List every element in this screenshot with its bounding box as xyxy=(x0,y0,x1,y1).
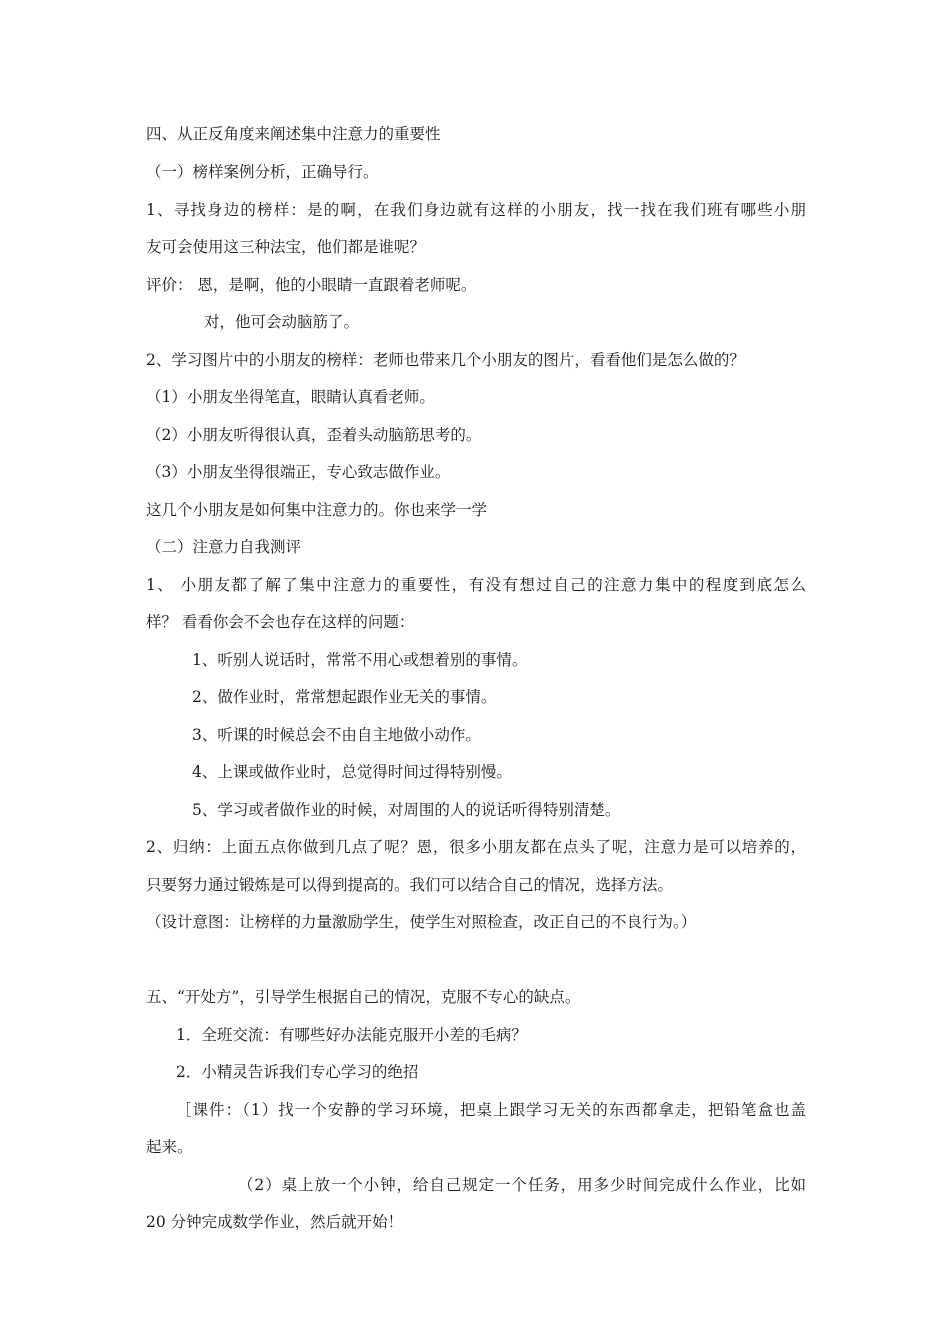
section-5-heading: 五、“开处方”，引导学生根据自己的情况，克服不专心的缺点。 xyxy=(146,988,581,1006)
courseware-line: ［课件：（1）找一个安静的学习环境，把桌上跟学习无关的东西都拿走，把铅笔盒也盖 xyxy=(176,1101,806,1119)
courseware-line: （2）桌上放一个小钟，给自己规定一个任务，用多少时间完成什么作业，比如 xyxy=(238,1176,806,1194)
paragraph-line: 2、学习图片中的小朋友的榜样：老师也带来几个小朋友的图片，看看他们是怎么做的？ xyxy=(146,351,745,369)
list-item: 5、学习或者做作业的时候，对周围的人的说话听得特别清楚。 xyxy=(192,801,621,819)
courseware-line: 起来。 xyxy=(146,1138,193,1156)
list-item: 4、上课或做作业时，总觉得时间过得特别慢。 xyxy=(192,763,512,781)
list-item: 1．全班交流：有哪些好办法能克服开小差的毛病？ xyxy=(176,1026,527,1044)
section-4-heading: 四、从正反角度来阐述集中注意力的重要性 xyxy=(146,125,441,143)
paragraph-line: 这几个小朋友是如何集中注意力的。你也来学一学 xyxy=(146,501,488,519)
evaluation-line: 对，他可会动脑筋了。 xyxy=(204,313,360,331)
design-intent-note: （设计意图：让榜样的力量激励学生，使学生对照检查，改正自己的不良行为。） xyxy=(146,913,697,931)
paragraph-line: 只要努力通过锻炼是可以得到提高的。我们可以结合自己的情况，选择方法。 xyxy=(146,876,674,894)
list-item: 3、听课的时候总会不由自主地做小动作。 xyxy=(192,726,481,744)
list-item: 2、做作业时，常常想起跟作业无关的事情。 xyxy=(192,688,497,706)
evaluation-line: 评价： 恩，是啊，他的小眼睛一直跟着老师呢。 xyxy=(146,276,477,294)
list-item: 2．小精灵告诉我们专心学习的绝招 xyxy=(176,1063,419,1081)
subsection-1-heading: （一）榜样案例分析，正确导行。 xyxy=(146,163,379,181)
paragraph-line: 2、归纳：上面五点你做到几点了呢？恩，很多小朋友都在点头了呢，注意力是可以培养的， xyxy=(146,838,806,856)
paragraph-line: 样？ 看看你会不会也存在这样的问题： xyxy=(146,613,415,631)
paragraph-line: 1、 小朋友都了解了集中注意力的重要性，有没有想过自己的注意力集中的程度到底怎么 xyxy=(146,576,806,594)
list-item: （1）小朋友坐得笔直，眼睛认真看老师。 xyxy=(146,388,435,406)
list-item: （3）小朋友坐得很端正，专心致志做作业。 xyxy=(146,463,451,481)
list-item: （2）小朋友听得很认真，歪着头动脑筋思考的。 xyxy=(146,426,482,444)
subsection-2-heading: （二）注意力自我测评 xyxy=(146,538,302,556)
paragraph-line: 友可会使用这三种法宝，他们都是谁呢？ xyxy=(146,238,426,256)
paragraph-line: 1、寻找身边的榜样：是的啊，在我们身边就有这样的小朋友，找一找在我们班有哪些小朋 xyxy=(146,201,806,219)
list-item: 1、听别人说话时，常常不用心或想着别的事情。 xyxy=(192,651,528,669)
courseware-line: 20 分钟完成数学作业，然后就开始！ xyxy=(146,1213,404,1231)
